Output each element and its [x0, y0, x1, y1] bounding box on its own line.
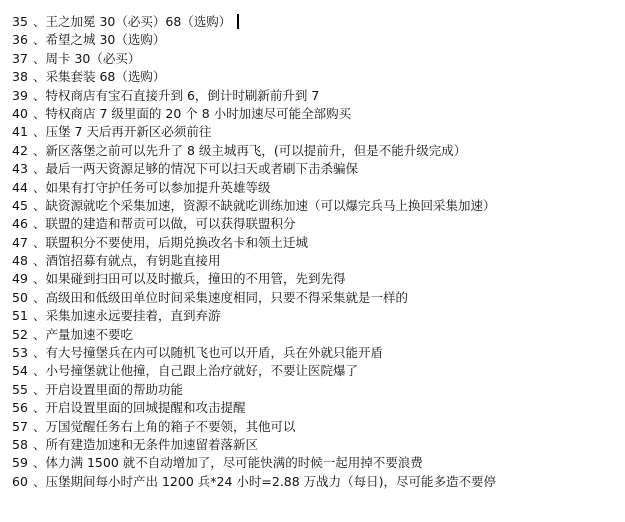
line-number: 54 [12, 363, 28, 379]
list-item [0, 234, 625, 252]
list-item [0, 160, 625, 178]
list-item [0, 289, 625, 307]
document-body[interactable] [0, 13, 625, 491]
list-item [0, 454, 625, 472]
line-number: 39 [12, 87, 28, 103]
line-number: 58 [12, 436, 28, 452]
line-number: 37 [12, 50, 28, 66]
line-text[interactable]: 、压堡 7 天后再开新区必须前往 [33, 124, 212, 140]
line-text[interactable]: 、万国觉醒任务右上角的箱子不要领，其他可以 [33, 418, 296, 434]
list-item [0, 326, 625, 344]
list-item [0, 362, 625, 380]
line-number: 47 [12, 234, 28, 250]
line-text[interactable]: 、酒馆招募有就点，有钥匙直接用 [33, 253, 221, 269]
line-text[interactable]: 、体力满 1500 就不自动增加了，尽可能快满的时候一起用掉不要浪费 [33, 455, 423, 471]
line-number: 35 [12, 14, 28, 29]
list-item [0, 399, 625, 417]
line-text[interactable]: 、王之加冕 30（必买）68（选购） [33, 13, 239, 31]
list-item [0, 31, 625, 49]
list-item [0, 436, 625, 454]
line-number: 40 [12, 105, 28, 121]
list-item [0, 105, 625, 123]
list-item [0, 344, 625, 362]
line-number: 44 [12, 179, 28, 195]
line-text[interactable]: 、有大号撞堡兵在内可以随机飞也可以开盾，兵在外就只能开盾 [33, 345, 384, 361]
line-number: 45 [12, 197, 28, 213]
line-text[interactable]: 、小号撞堡就让他撞，自己跟上治疗就好，不要让医院爆了 [33, 363, 359, 379]
line-number: 51 [12, 308, 28, 324]
line-text[interactable]: 、如果碰到扫田可以及时撤兵，撞田的不用管，先到先得 [33, 271, 346, 287]
line-number: 49 [12, 271, 28, 287]
list-item [0, 179, 625, 197]
line-text[interactable]: 、周卡 30（必买） [33, 50, 141, 66]
line-text[interactable]: 、联盟的建造和帮贡可以做，可以获得联盟积分 [33, 216, 296, 232]
line-number: 36 [12, 32, 28, 48]
line-number: 48 [12, 253, 28, 269]
list-item [0, 473, 625, 491]
list-item [0, 68, 625, 86]
line-number: 53 [12, 345, 28, 361]
list-item [0, 215, 625, 233]
list-item [0, 13, 625, 31]
line-text[interactable]: 、压堡期间每小时产出 1200 兵*24 小时=2.88 万战力（每日)，尽可能多造不要停 [33, 473, 497, 489]
line-text[interactable]: 、缺资源就吃个采集加速，资源不缺就吃训练加速（可以爆完兵马上换回采集加速） [33, 197, 496, 213]
line-text[interactable]: 、所有建造加速和无条件加速留着落新区 [33, 436, 259, 452]
line-number: 43 [12, 161, 28, 177]
line-number: 50 [12, 289, 28, 305]
line-number: 56 [12, 400, 28, 416]
line-number: 55 [12, 381, 28, 397]
line-text[interactable]: 、采集加速永远要挂着，直到弃游 [33, 308, 221, 324]
line-number: 41 [12, 124, 28, 140]
line-number: 52 [12, 326, 28, 342]
list-item [0, 418, 625, 436]
line-number: 46 [12, 216, 28, 232]
list-item [0, 270, 625, 288]
line-number: 57 [12, 418, 28, 434]
line-text[interactable]: 、产量加速不要吃 [33, 326, 134, 342]
line-number: 38 [12, 69, 28, 85]
line-text[interactable]: 、采集套装 68（选购） [33, 69, 166, 85]
line-text[interactable]: 、最后一两天资源足够的情况下可以扫天或者刷下击杀骗保 [33, 161, 359, 177]
line-text[interactable]: 、高级田和低级田单位时间采集速度相同，只要不得采集就是一样的 [33, 289, 409, 305]
line-text[interactable]: 、特权商店有宝石直接升到 6，倒计时刷新前升到 7 [33, 87, 320, 103]
line-number: 59 [12, 455, 28, 471]
list-item [0, 381, 625, 399]
text-cursor [237, 14, 239, 29]
line-number: 42 [12, 142, 28, 158]
list-item [0, 252, 625, 270]
line-text[interactable]: 、希望之城 30（选购） [33, 32, 166, 48]
list-item [0, 123, 625, 141]
list-item [0, 142, 625, 160]
line-text[interactable]: 、新区落堡之前可以先升了 8 级主城再飞，(可以提前升，但是不能升级完成） [33, 142, 467, 158]
line-text[interactable]: 、开启设置里面的回城提醒和攻击提醒 [33, 400, 246, 416]
line-text[interactable]: 、联盟积分不要使用，后期兑换改名卡和领土迁城 [33, 234, 309, 250]
line-text[interactable]: 、开启设置里面的帮助功能 [33, 381, 184, 397]
list-item [0, 307, 625, 325]
line-number: 60 [12, 473, 28, 489]
line-text[interactable]: 、特权商店 7 级里面的 20 个 8 小时加速尽可能全部购买 [33, 105, 352, 121]
line-text[interactable]: 、如果有打守护任务可以参加提升英雄等级 [33, 179, 271, 195]
list-item [0, 50, 625, 68]
list-item [0, 197, 625, 215]
list-item [0, 87, 625, 105]
